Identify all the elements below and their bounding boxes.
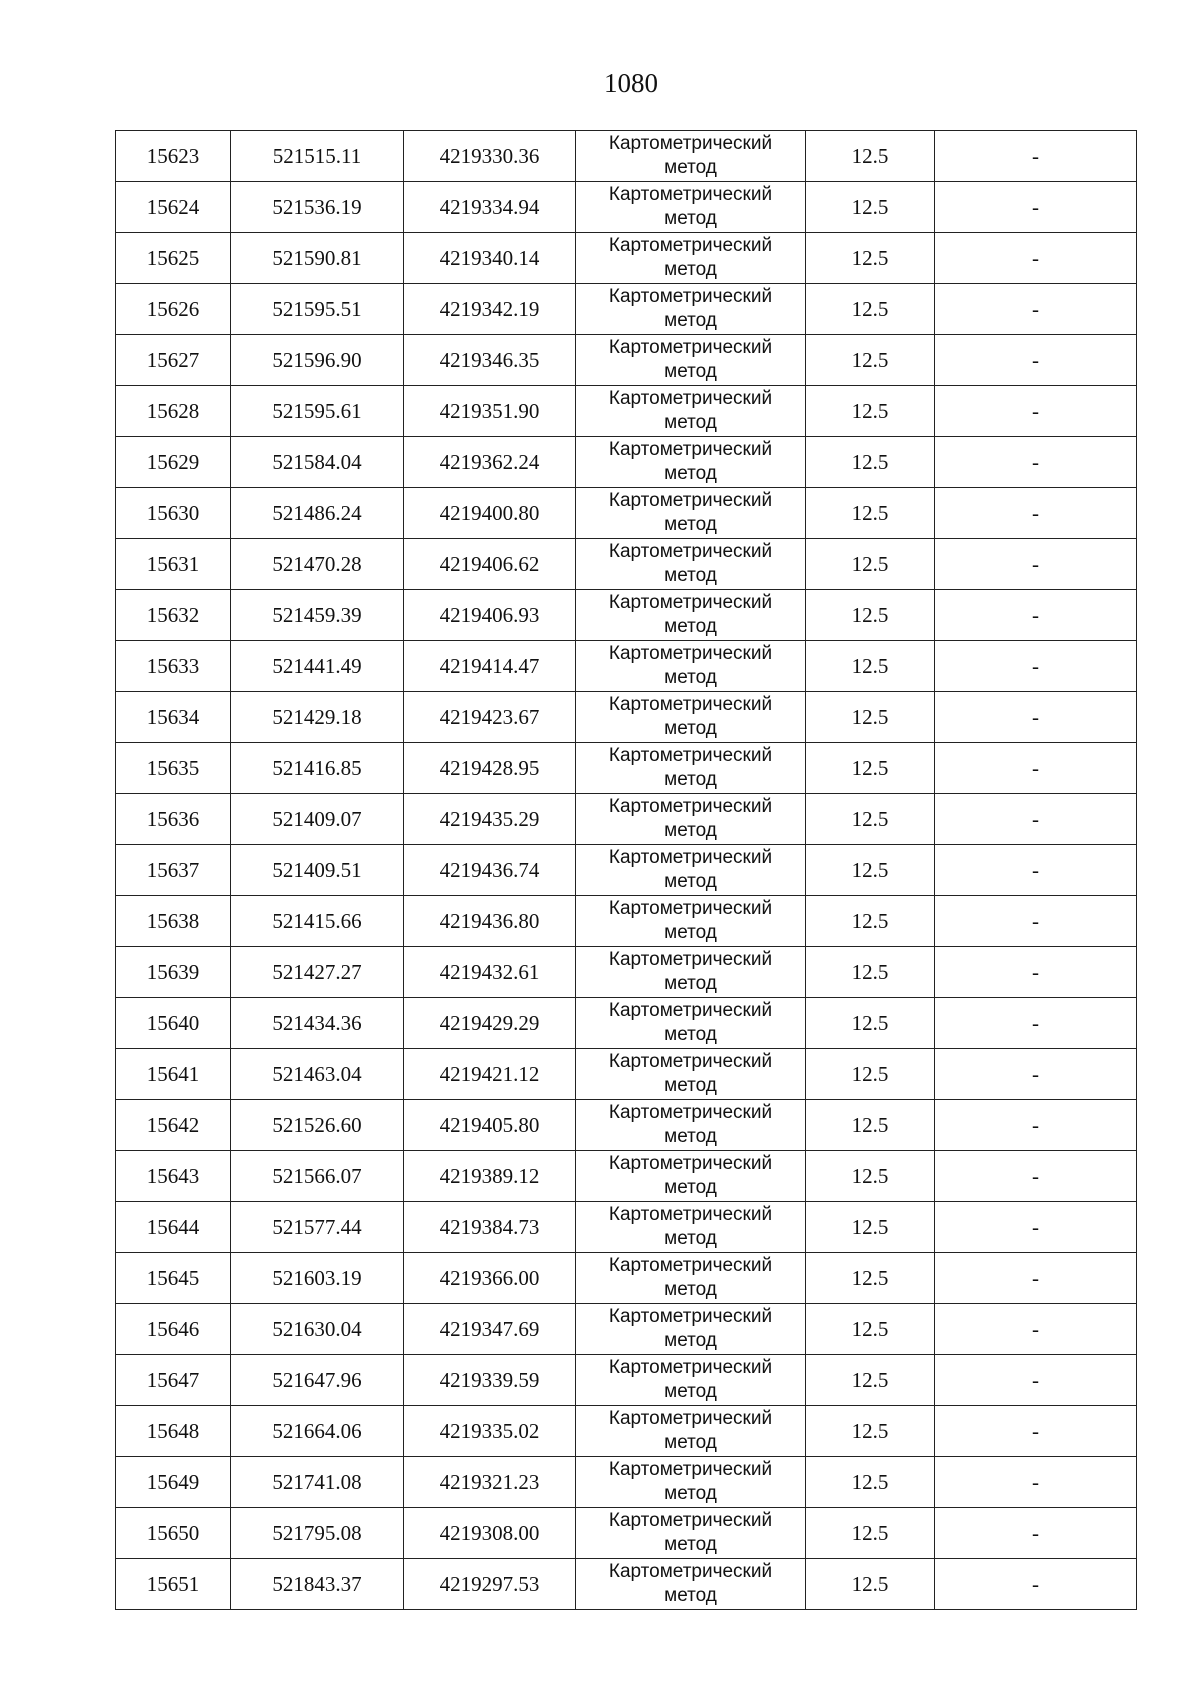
accuracy-cell: 12.5 (806, 488, 935, 539)
method-cell (576, 743, 806, 794)
method-line-1: Картометрический (608, 1153, 773, 1174)
method-line-2: метод (664, 157, 717, 178)
y-coordinate-cell: 4219423.67 (404, 692, 576, 743)
accuracy-cell: 12.5 (806, 335, 935, 386)
table-row (116, 947, 1137, 998)
method-line-1: Картометрический (608, 796, 773, 817)
point-id-cell: 15626 (116, 284, 231, 335)
point-id-cell: 15648 (116, 1406, 231, 1457)
method-line-2: метод (664, 922, 717, 943)
method-line-2: метод (664, 361, 717, 382)
method-line-1: Картометрический (608, 898, 773, 919)
x-coordinate-cell: 521526.60 (231, 1100, 404, 1151)
x-coordinate-cell: 521429.18 (231, 692, 404, 743)
accuracy-cell: 12.5 (806, 692, 935, 743)
method-line-1: Картометрический (608, 847, 773, 868)
method-line-2: метод (664, 1228, 717, 1249)
note-cell: - (935, 896, 1137, 947)
method-line-2: метод (664, 1279, 717, 1300)
point-id-cell: 15634 (116, 692, 231, 743)
table-row (116, 335, 1137, 386)
method-cell (576, 1355, 806, 1406)
y-coordinate-cell: 4219400.80 (404, 488, 576, 539)
method-line-2: метод (664, 463, 717, 484)
method-line-2: метод (664, 667, 717, 688)
table-row (116, 386, 1137, 437)
accuracy-cell: 12.5 (806, 284, 935, 335)
method-line-2: метод (664, 1534, 717, 1555)
x-coordinate-cell: 521415.66 (231, 896, 404, 947)
accuracy-cell: 12.5 (806, 1253, 935, 1304)
table-row (116, 1151, 1137, 1202)
method-line-1: Картометрический (608, 745, 773, 766)
x-coordinate-cell: 521536.19 (231, 182, 404, 233)
table-row (116, 1100, 1137, 1151)
y-coordinate-cell: 4219389.12 (404, 1151, 576, 1202)
note-cell: - (935, 1559, 1137, 1610)
accuracy-cell: 12.5 (806, 1304, 935, 1355)
point-id-cell: 15630 (116, 488, 231, 539)
note-cell: - (935, 488, 1137, 539)
note-cell: - (935, 590, 1137, 641)
note-cell: - (935, 1049, 1137, 1100)
x-coordinate-cell: 521441.49 (231, 641, 404, 692)
method-line-1: Картометрический (608, 1255, 773, 1276)
method-line-1: Картометрический (608, 1408, 773, 1429)
accuracy-cell: 12.5 (806, 1559, 935, 1610)
x-coordinate-cell: 521843.37 (231, 1559, 404, 1610)
note-cell: - (935, 641, 1137, 692)
y-coordinate-cell: 4219297.53 (404, 1559, 576, 1610)
method-line-1: Картометрический (608, 694, 773, 715)
accuracy-cell: 12.5 (806, 1406, 935, 1457)
y-coordinate-cell: 4219340.14 (404, 233, 576, 284)
point-id-cell: 15627 (116, 335, 231, 386)
y-coordinate-cell: 4219432.61 (404, 947, 576, 998)
table-row (116, 1202, 1137, 1253)
note-cell: - (935, 1304, 1137, 1355)
accuracy-cell: 12.5 (806, 1100, 935, 1151)
method-line-2: метод (664, 718, 717, 739)
point-id-cell: 15651 (116, 1559, 231, 1610)
method-line-2: метод (664, 310, 717, 331)
x-coordinate-cell: 521409.51 (231, 845, 404, 896)
y-coordinate-cell: 4219366.00 (404, 1253, 576, 1304)
accuracy-cell: 12.5 (806, 896, 935, 947)
accuracy-cell: 12.5 (806, 386, 935, 437)
point-id-cell: 15635 (116, 743, 231, 794)
point-id-cell: 15647 (116, 1355, 231, 1406)
method-line-1: Картометрический (608, 1204, 773, 1225)
method-cell (576, 1508, 806, 1559)
x-coordinate-cell: 521427.27 (231, 947, 404, 998)
method-line-2: метод (664, 1381, 717, 1402)
method-cell (576, 1559, 806, 1610)
table-row (116, 590, 1137, 641)
y-coordinate-cell: 4219384.73 (404, 1202, 576, 1253)
method-line-2: метод (664, 1075, 717, 1096)
point-id-cell: 15645 (116, 1253, 231, 1304)
accuracy-cell: 12.5 (806, 1508, 935, 1559)
method-line-2: метод (664, 871, 717, 892)
point-id-cell: 15631 (116, 539, 231, 590)
note-cell: - (935, 998, 1137, 1049)
note-cell: - (935, 1151, 1137, 1202)
method-line-1: Картометрический (608, 490, 773, 511)
method-cell (576, 947, 806, 998)
point-id-cell: 15642 (116, 1100, 231, 1151)
point-id-cell: 15644 (116, 1202, 231, 1253)
accuracy-cell: 12.5 (806, 794, 935, 845)
accuracy-cell: 12.5 (806, 131, 935, 182)
note-cell: - (935, 539, 1137, 590)
y-coordinate-cell: 4219334.94 (404, 182, 576, 233)
x-coordinate-cell: 521595.61 (231, 386, 404, 437)
note-cell: - (935, 743, 1137, 794)
method-line-1: Картометрический (608, 949, 773, 970)
accuracy-cell: 12.5 (806, 947, 935, 998)
table-row (116, 182, 1137, 233)
page-number: 1080 (604, 68, 658, 98)
method-cell (576, 1049, 806, 1100)
y-coordinate-cell: 4219421.12 (404, 1049, 576, 1100)
method-cell (576, 1457, 806, 1508)
point-id-cell: 15638 (116, 896, 231, 947)
table-row (116, 743, 1137, 794)
accuracy-cell: 12.5 (806, 182, 935, 233)
accuracy-cell: 12.5 (806, 998, 935, 1049)
y-coordinate-cell: 4219428.95 (404, 743, 576, 794)
y-coordinate-cell: 4219406.93 (404, 590, 576, 641)
note-cell: - (935, 947, 1137, 998)
method-line-2: метод (664, 208, 717, 229)
y-coordinate-cell: 4219405.80 (404, 1100, 576, 1151)
method-line-1: Картометрический (608, 286, 773, 307)
method-line-2: метод (664, 820, 717, 841)
method-line-2: метод (664, 1024, 717, 1045)
y-coordinate-cell: 4219406.62 (404, 539, 576, 590)
accuracy-cell: 12.5 (806, 845, 935, 896)
accuracy-cell: 12.5 (806, 1151, 935, 1202)
table-row (116, 233, 1137, 284)
x-coordinate-cell: 521515.11 (231, 131, 404, 182)
method-cell (576, 1202, 806, 1253)
method-cell (576, 284, 806, 335)
x-coordinate-cell: 521566.07 (231, 1151, 404, 1202)
table-row (116, 488, 1137, 539)
method-cell (576, 1100, 806, 1151)
x-coordinate-cell: 521486.24 (231, 488, 404, 539)
x-coordinate-cell: 521577.44 (231, 1202, 404, 1253)
table-row (116, 131, 1137, 182)
method-line-1: Картометрический (608, 1051, 773, 1072)
method-line-2: метод (664, 1585, 717, 1606)
method-line-1: Картометрический (608, 1510, 773, 1531)
method-line-1: Картометрический (608, 388, 773, 409)
y-coordinate-cell: 4219342.19 (404, 284, 576, 335)
note-cell: - (935, 1355, 1137, 1406)
point-id-cell: 15628 (116, 386, 231, 437)
method-line-1: Картометрический (608, 439, 773, 460)
note-cell: - (935, 1202, 1137, 1253)
point-id-cell: 15649 (116, 1457, 231, 1508)
accuracy-cell: 12.5 (806, 743, 935, 794)
method-line-2: метод (664, 259, 717, 280)
method-line-1: Картометрический (608, 1561, 773, 1582)
method-cell (576, 1406, 806, 1457)
table-row (116, 1304, 1137, 1355)
table-row (116, 794, 1137, 845)
y-coordinate-cell: 4219436.74 (404, 845, 576, 896)
point-id-cell: 15623 (116, 131, 231, 182)
note-cell: - (935, 1457, 1137, 1508)
y-coordinate-cell: 4219351.90 (404, 386, 576, 437)
point-id-cell: 15643 (116, 1151, 231, 1202)
accuracy-cell: 12.5 (806, 1355, 935, 1406)
point-id-cell: 15637 (116, 845, 231, 896)
accuracy-cell: 12.5 (806, 437, 935, 488)
method-line-2: метод (664, 1330, 717, 1351)
method-cell (576, 335, 806, 386)
note-cell: - (935, 386, 1137, 437)
method-cell (576, 131, 806, 182)
note-cell: - (935, 692, 1137, 743)
accuracy-cell: 12.5 (806, 1457, 935, 1508)
note-cell: - (935, 284, 1137, 335)
y-coordinate-cell: 4219346.35 (404, 335, 576, 386)
coordinates-table-body (116, 131, 1137, 1610)
method-line-2: метод (664, 565, 717, 586)
accuracy-cell: 12.5 (806, 641, 935, 692)
table-row (116, 284, 1137, 335)
x-coordinate-cell: 521664.06 (231, 1406, 404, 1457)
method-cell (576, 590, 806, 641)
x-coordinate-cell: 521459.39 (231, 590, 404, 641)
y-coordinate-cell: 4219308.00 (404, 1508, 576, 1559)
method-line-1: Картометрический (608, 592, 773, 613)
x-coordinate-cell: 521590.81 (231, 233, 404, 284)
method-cell (576, 692, 806, 743)
coordinates-table (115, 130, 1137, 1610)
table-row (116, 1406, 1137, 1457)
x-coordinate-cell: 521647.96 (231, 1355, 404, 1406)
method-line-1: Картометрический (608, 643, 773, 664)
method-line-1: Картометрический (608, 1459, 773, 1480)
method-cell (576, 437, 806, 488)
accuracy-cell: 12.5 (806, 539, 935, 590)
table-row (116, 896, 1137, 947)
table-row (116, 1559, 1137, 1610)
method-cell (576, 488, 806, 539)
method-line-2: метод (664, 1483, 717, 1504)
table-row (116, 437, 1137, 488)
method-line-2: метод (664, 616, 717, 637)
x-coordinate-cell: 521795.08 (231, 1508, 404, 1559)
x-coordinate-cell: 521595.51 (231, 284, 404, 335)
note-cell: - (935, 233, 1137, 284)
table-row (116, 692, 1137, 743)
y-coordinate-cell: 4219339.59 (404, 1355, 576, 1406)
note-cell: - (935, 1100, 1137, 1151)
method-line-1: Картометрический (608, 541, 773, 562)
point-id-cell: 15636 (116, 794, 231, 845)
method-cell (576, 998, 806, 1049)
table-row (116, 641, 1137, 692)
method-line-1: Картометрический (608, 1102, 773, 1123)
method-line-1: Картометрический (608, 1357, 773, 1378)
accuracy-cell: 12.5 (806, 1202, 935, 1253)
y-coordinate-cell: 4219429.29 (404, 998, 576, 1049)
method-cell (576, 1253, 806, 1304)
method-cell (576, 896, 806, 947)
method-line-1: Картометрический (608, 1000, 773, 1021)
point-id-cell: 15650 (116, 1508, 231, 1559)
x-coordinate-cell: 521603.19 (231, 1253, 404, 1304)
method-line-1: Картометрический (608, 1306, 773, 1327)
method-cell (576, 1151, 806, 1202)
note-cell: - (935, 437, 1137, 488)
method-line-2: метод (664, 1126, 717, 1147)
point-id-cell: 15646 (116, 1304, 231, 1355)
method-cell (576, 233, 806, 284)
note-cell: - (935, 794, 1137, 845)
x-coordinate-cell: 521596.90 (231, 335, 404, 386)
method-line-2: метод (664, 412, 717, 433)
table-row (116, 539, 1137, 590)
accuracy-cell: 12.5 (806, 590, 935, 641)
method-line-2: метод (664, 1432, 717, 1453)
method-cell (576, 794, 806, 845)
y-coordinate-cell: 4219436.80 (404, 896, 576, 947)
note-cell: - (935, 335, 1137, 386)
note-cell: - (935, 131, 1137, 182)
table-row (116, 1457, 1137, 1508)
point-id-cell: 15641 (116, 1049, 231, 1100)
method-line-1: Картометрический (608, 337, 773, 358)
x-coordinate-cell: 521409.07 (231, 794, 404, 845)
table-row (116, 998, 1137, 1049)
method-line-2: метод (664, 514, 717, 535)
point-id-cell: 15640 (116, 998, 231, 1049)
method-line-1: Картометрический (608, 235, 773, 256)
method-line-2: метод (664, 973, 717, 994)
y-coordinate-cell: 4219347.69 (404, 1304, 576, 1355)
x-coordinate-cell: 521434.36 (231, 998, 404, 1049)
y-coordinate-cell: 4219330.36 (404, 131, 576, 182)
point-id-cell: 15625 (116, 233, 231, 284)
table-row (116, 1049, 1137, 1100)
table-row (116, 1508, 1137, 1559)
x-coordinate-cell: 521584.04 (231, 437, 404, 488)
y-coordinate-cell: 4219435.29 (404, 794, 576, 845)
method-cell (576, 386, 806, 437)
point-id-cell: 15624 (116, 182, 231, 233)
y-coordinate-cell: 4219335.02 (404, 1406, 576, 1457)
method-line-2: метод (664, 1177, 717, 1198)
method-cell (576, 1304, 806, 1355)
note-cell: - (935, 1253, 1137, 1304)
note-cell: - (935, 845, 1137, 896)
method-cell (576, 845, 806, 896)
method-line-2: метод (664, 769, 717, 790)
x-coordinate-cell: 521416.85 (231, 743, 404, 794)
table-row (116, 1253, 1137, 1304)
point-id-cell: 15639 (116, 947, 231, 998)
x-coordinate-cell: 521470.28 (231, 539, 404, 590)
point-id-cell: 15629 (116, 437, 231, 488)
accuracy-cell: 12.5 (806, 1049, 935, 1100)
method-cell (576, 182, 806, 233)
method-cell (576, 641, 806, 692)
table-row (116, 1355, 1137, 1406)
point-id-cell: 15633 (116, 641, 231, 692)
note-cell: - (935, 1508, 1137, 1559)
method-cell (576, 539, 806, 590)
x-coordinate-cell: 521463.04 (231, 1049, 404, 1100)
note-cell: - (935, 182, 1137, 233)
y-coordinate-cell: 4219321.23 (404, 1457, 576, 1508)
point-id-cell: 15632 (116, 590, 231, 641)
y-coordinate-cell: 4219414.47 (404, 641, 576, 692)
note-cell: - (935, 1406, 1137, 1457)
method-line-1: Картометрический (608, 184, 773, 205)
x-coordinate-cell: 521741.08 (231, 1457, 404, 1508)
accuracy-cell: 12.5 (806, 233, 935, 284)
y-coordinate-cell: 4219362.24 (404, 437, 576, 488)
table-row (116, 845, 1137, 896)
x-coordinate-cell: 521630.04 (231, 1304, 404, 1355)
method-line-1: Картометрический (608, 133, 773, 154)
